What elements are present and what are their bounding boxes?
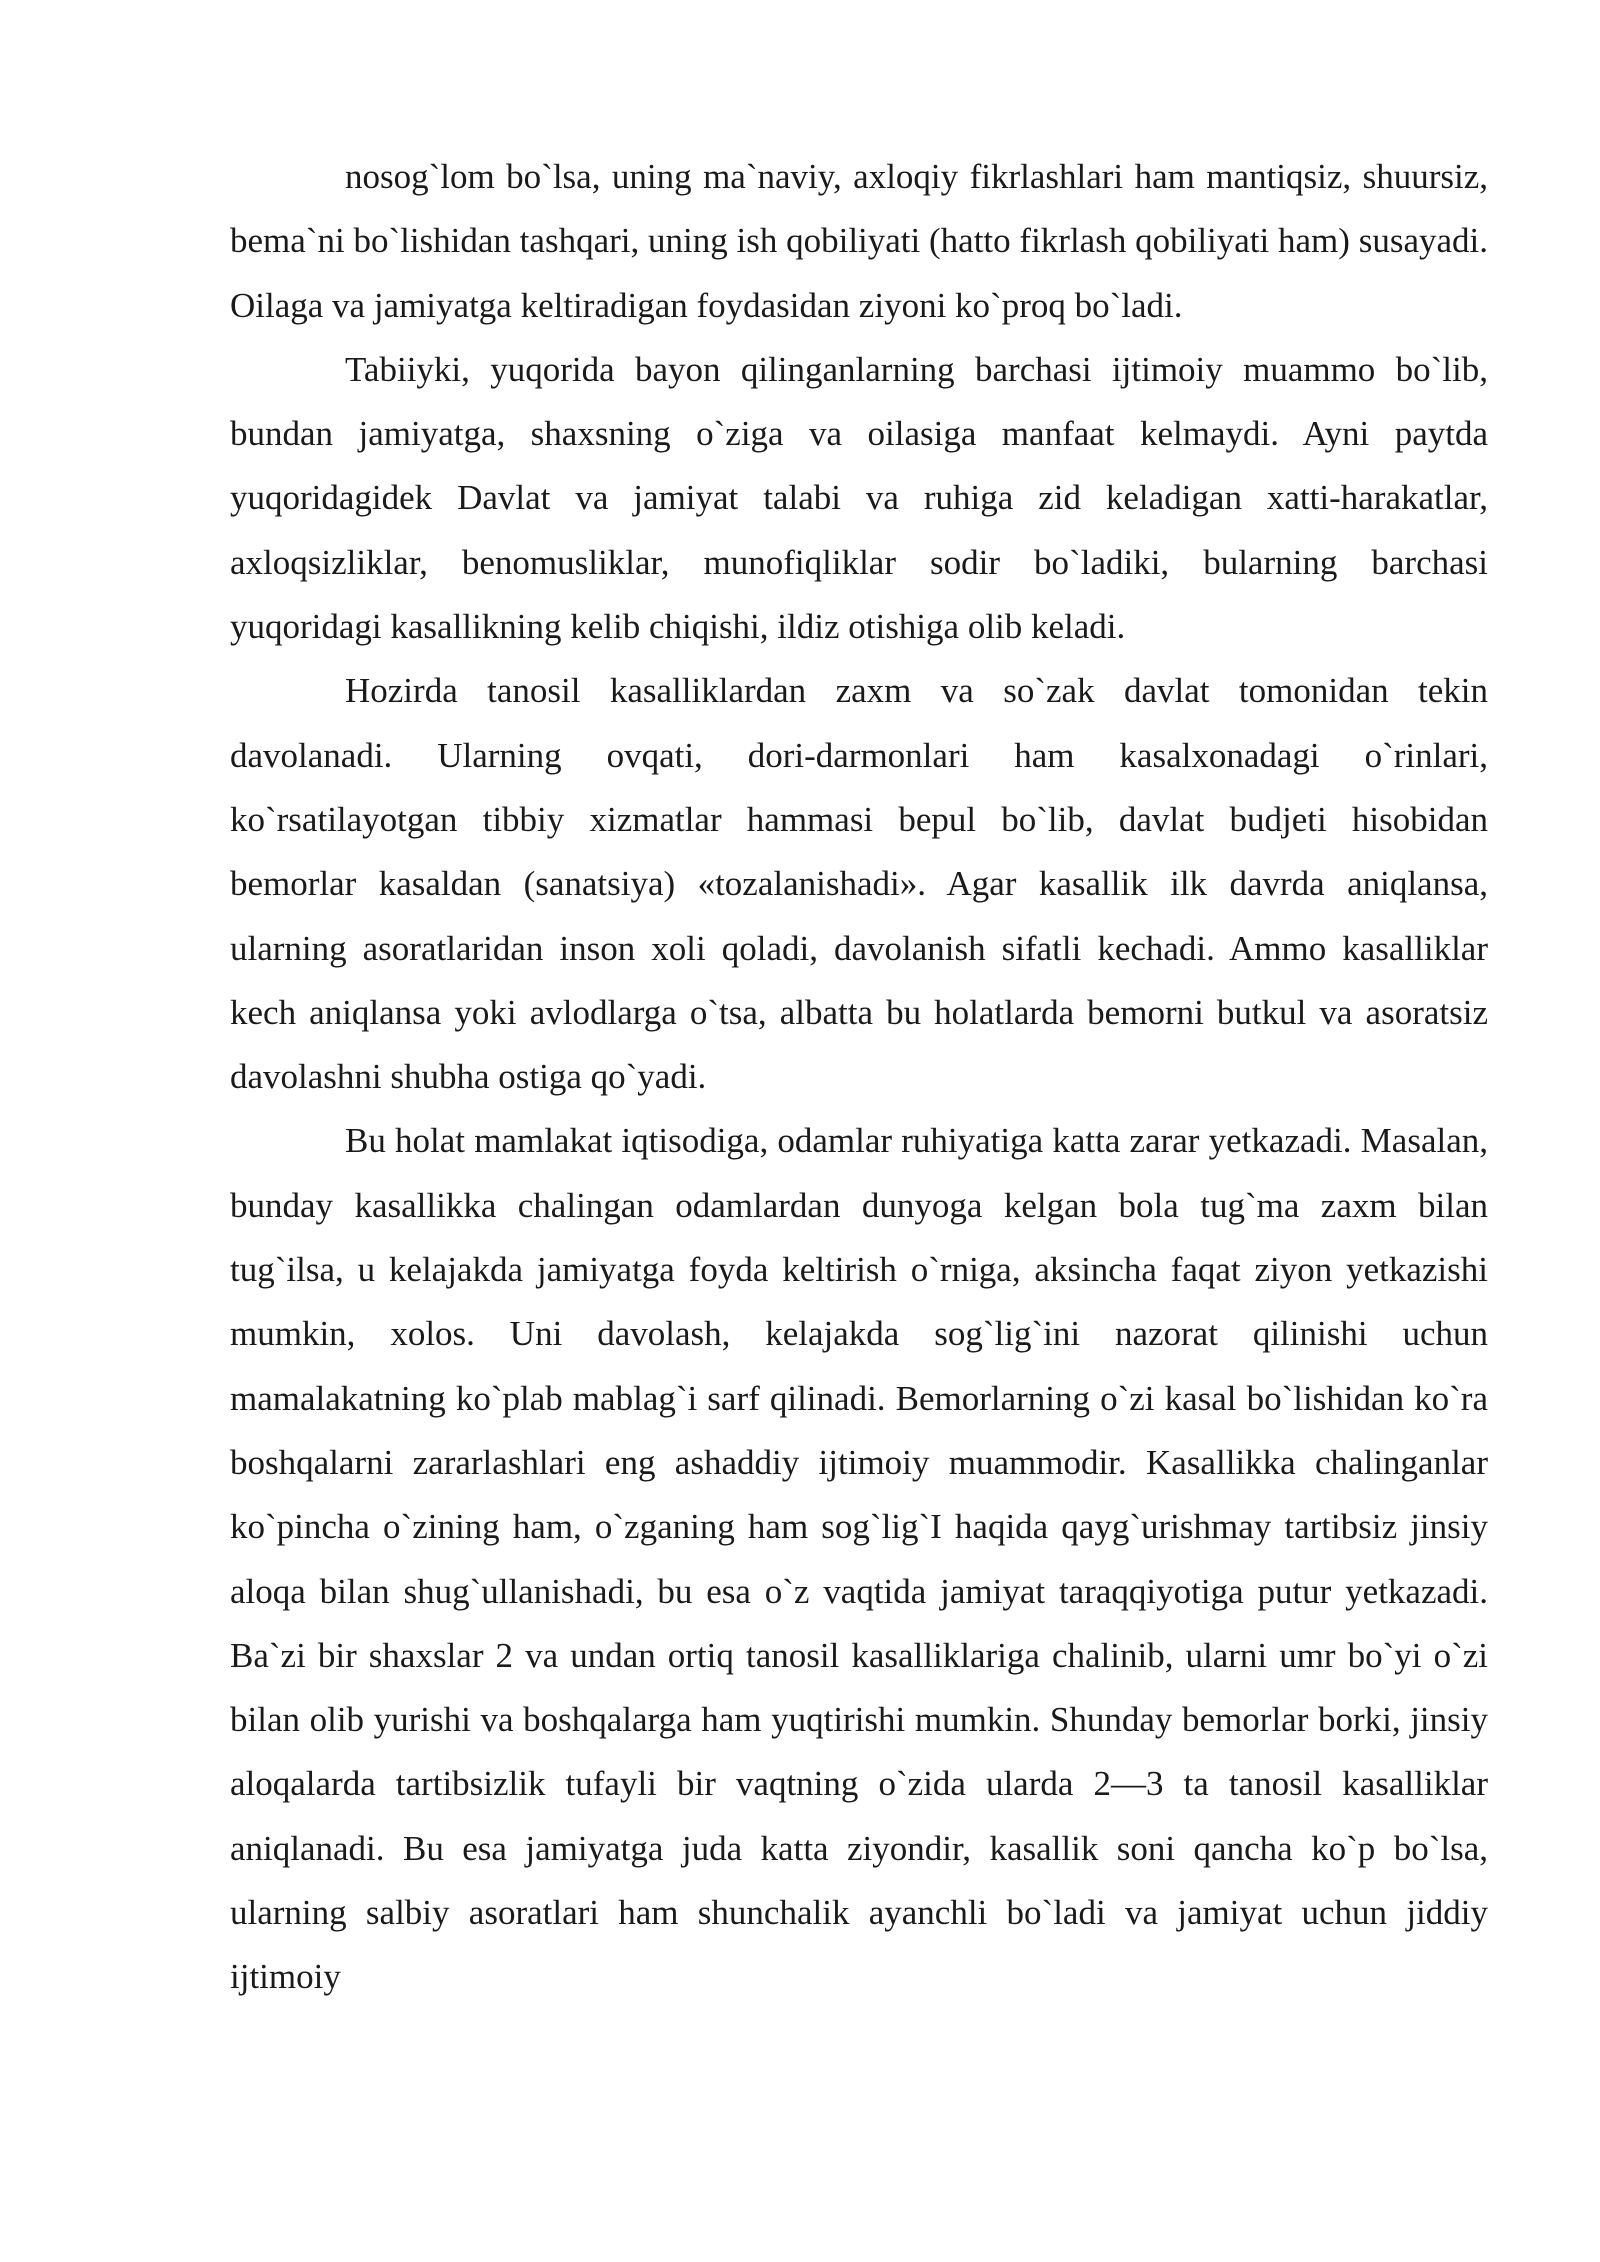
paragraph-2: Tabiiyki, yuqorida bayon qilinganlarning barchasi ijtimoiy muammo bo`lib, bundan jamiyatga, shaxsning o`ziga va oilasiga manfaat kelmaydi. Ayni paytda yuqoridagidek Davlat va jamiyat talabi va ruhiga zid keladigan xatti-harakatlar, axloqsizliklar, benomusliklar, munofiqliklar sodir bo`ladiki, bularning barchasi yuqoridagi kasallikning kelib chiqishi, ildiz otishiga olib keladi. bbox=[230, 349, 1488, 647]
document-body bbox=[230, 145, 1488, 2010]
paragraph-4: Bu holat mamlakat iqtisodiga, odamlar ruhiyatiga katta zarar yetkazadi. Masalan, bunday kasallikka chalingan odamlardan dunyoga kelgan bola tug`ma zaxm bilan tug`ilsa, u kelajakda jamiyatga foyda keltirish o`rniga, aksincha faqat ziyon yetkazishi mumkin, xolos. Uni davolash, kelajakda sog`lig`ini nazorat qilinishi uchun mamalakatning ko`plab mablag`i sarf qilinadi. Bemorlarning o`zi kasal bo`lishidan ko`ra boshqalarni zararlashlari eng ashaddiy ijtimoiy muammodir. Kasallikka chalinganlar ko`pincha o`zining ham, o`zganing ham sog`lig`I haqida qayg`urishmay tartibsiz jinsiy aloqa bilan shug`ullanishadi, bu esa o`z vaqtida jamiyat taraqqiyotiga putur yetkazadi. Ba`zi bir shaxslar 2 va undan ortiq tanosil kasalliklariga chalinib, ularni umr bo`yi o`zi bilan olib yurishi va boshqalarga ham yuqtirishi mumkin. Shunday bemorlar borki, jinsiy aloqalarda tartibsizlik tufayli bir vaqtning o`zida ularda 2—3 ta tanosil kasalliklar aniqlanadi. Bu esa jamiyatga juda katta ziyondir, kasallik soni qancha ko`p bo`lsa, ularning salbiy asoratlari ham shunchalik ayanchli bo`ladi va jamiyat uchun jiddiy ijtimoiy bbox=[230, 1121, 1488, 1997]
paragraph-3: Hozirda tanosil kasalliklardan zaxm va so`zak davlat tomonidan tekin davolanadi. Ularning ovqati, dori-darmonlari ham kasalxonadagi o`rinlari, ko`rsatilayotgan tibbiy xizmatlar hammasi bepul bo`lib, davlat budjeti hisobidan bemorlar kasaldan (sanatsiya) «tozalanishadi». Agar kasallik ilk davrda aniqlansa, ularning asoratlaridan inson xoli qoladi, davolanish sifatli kechadi. Ammo kasalliklar kech aniqlansa yoki avlodlarga o`tsa, albatta bu holatlarda bemorni butkul va asoratsiz davolashni shubha ostiga qo`yadi. bbox=[230, 671, 1488, 1097]
paragraph-1: nosog`lom bo`lsa, uning ma`naviy, axloqiy fikrlashlari ham mantiqsiz, shuursiz, bema`ni bo`lishidan tashqari, uning ish qobiliyati (hatto fikrlash qobiliyati ham) susayadi. Oilaga va jamiyatga keltiradigan foydasidan ziyoni ko`proq bo`ladi. bbox=[230, 157, 1488, 325]
